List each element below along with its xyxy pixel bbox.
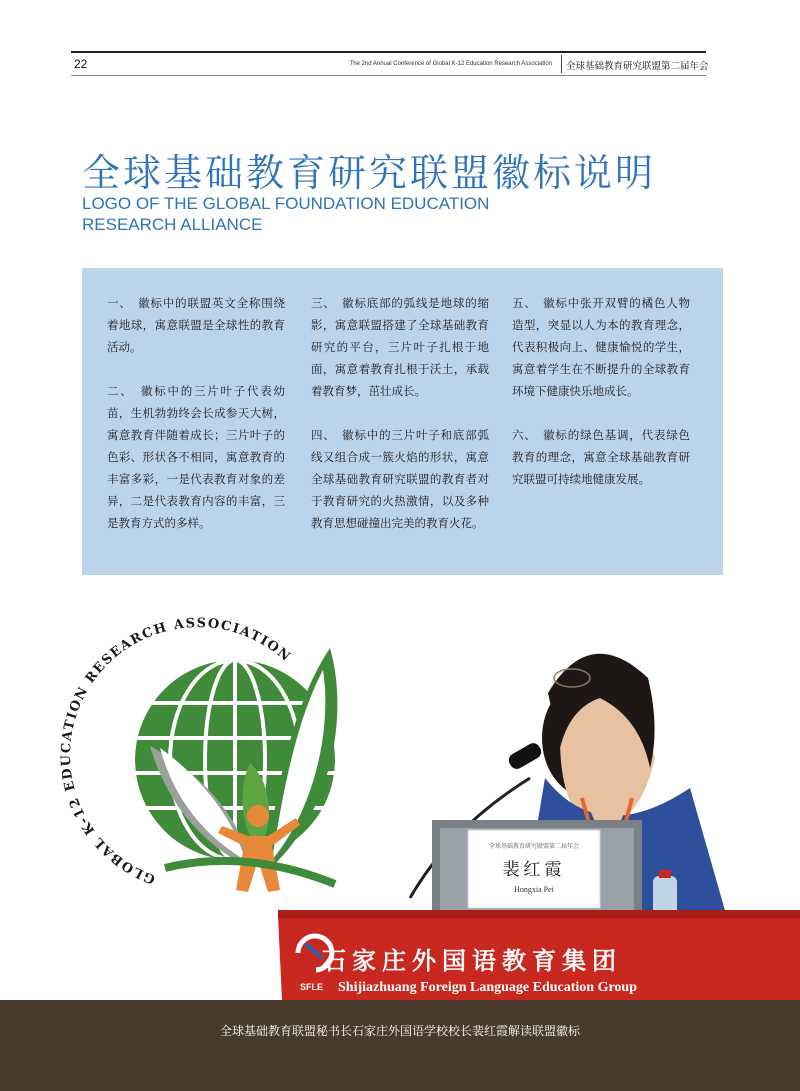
point-1: 一、 徽标中的联盟英文全称围绕着地球，寓意联盟是全球性的教育活动。 (107, 296, 285, 354)
podium-logo-text: SFLE (300, 982, 324, 992)
water-bottle (653, 870, 677, 916)
point-2: 二、 徽标中的三片叶子代表幼苗，生机勃勃终会长成参天大树，寓意教育伴随着成长；三片叶子的色彩、形状各不相同，寓意教育的丰富多彩，一是代表教育对象的差异，二是代表教育内容的丰富，三是教育方式的多样。 (107, 384, 285, 530)
header-separator (561, 55, 562, 73)
header-rule-bottom (71, 75, 706, 76)
conference-title-cn: 全球基础教育研究联盟第二届年会 (566, 61, 709, 72)
point-5: 五、 徽标中张开双臂的橘色人物造型，突显以人为本的教育理念，代表积极向上、健康愉悦的学生，寓意着学生在不断提升的全球教育环境下健康快乐地成长。 (512, 296, 690, 398)
footer-band (0, 1000, 800, 1091)
header-rule-top (71, 51, 706, 53)
logo-ring-text: GLOBAL K-12 EDUCATION RESEARCH ASSOCIATION (58, 616, 294, 887)
page-number: 22 (74, 57, 88, 71)
alliance-logo (59, 616, 340, 892)
name-card-header: 全球基础教育研究联盟第二届年会 (488, 843, 580, 850)
photo-caption: 全球基础教育联盟秘书长石家庄外国语学校校长裴红霞解读联盟徽标 (219, 1024, 580, 1038)
explanation-column-1 (107, 292, 285, 534)
point-3: 三、 徽标底部的弧线是地球的缩影，寓意联盟搭建了全球基础教育研究的平台，三片叶子扎根于地面，寓意着教育扎根于沃土，承载着教育梦，茁壮成长。 (311, 296, 489, 398)
podium-en: Shijiazhuang Foreign Language Education Group (338, 980, 637, 995)
name-card-en: Hongxia Pei (514, 885, 554, 894)
point-6: 六、 徽标的绿色基调，代表绿色教育的理念，寓意全球基础教育研究联盟可持续地健康发展。 (512, 428, 690, 486)
name-card (468, 830, 600, 908)
name-card-cn: 裴红霞 (502, 860, 566, 880)
conference-title-en: The 2nd Annual Conference of Global K-12 Education Research Association (349, 61, 552, 67)
page-title-en: LOGO OF THE GLOBAL FOUNDATION EDUCATION RESEARCH ALLIANCE (82, 194, 490, 234)
photo-area (0, 598, 800, 1008)
page-title-cn: 全球基础教育研究联盟徽标说明 (82, 151, 657, 195)
explanation-column-3 (512, 292, 690, 490)
explanation-column-2 (311, 292, 489, 534)
photo-illustration (0, 598, 800, 1008)
podium-cn: 石家庄外国语教育集团 (322, 947, 622, 975)
point-4: 四、 徽标中的三片叶子和底部弧线又组合成一簇火焰的形状，寓意全球基础教育研究联盟的教育者对于教育研究的火热激情，以及多种教育思想碰撞出完美的教育火花。 (311, 428, 489, 530)
podium (278, 910, 800, 1000)
